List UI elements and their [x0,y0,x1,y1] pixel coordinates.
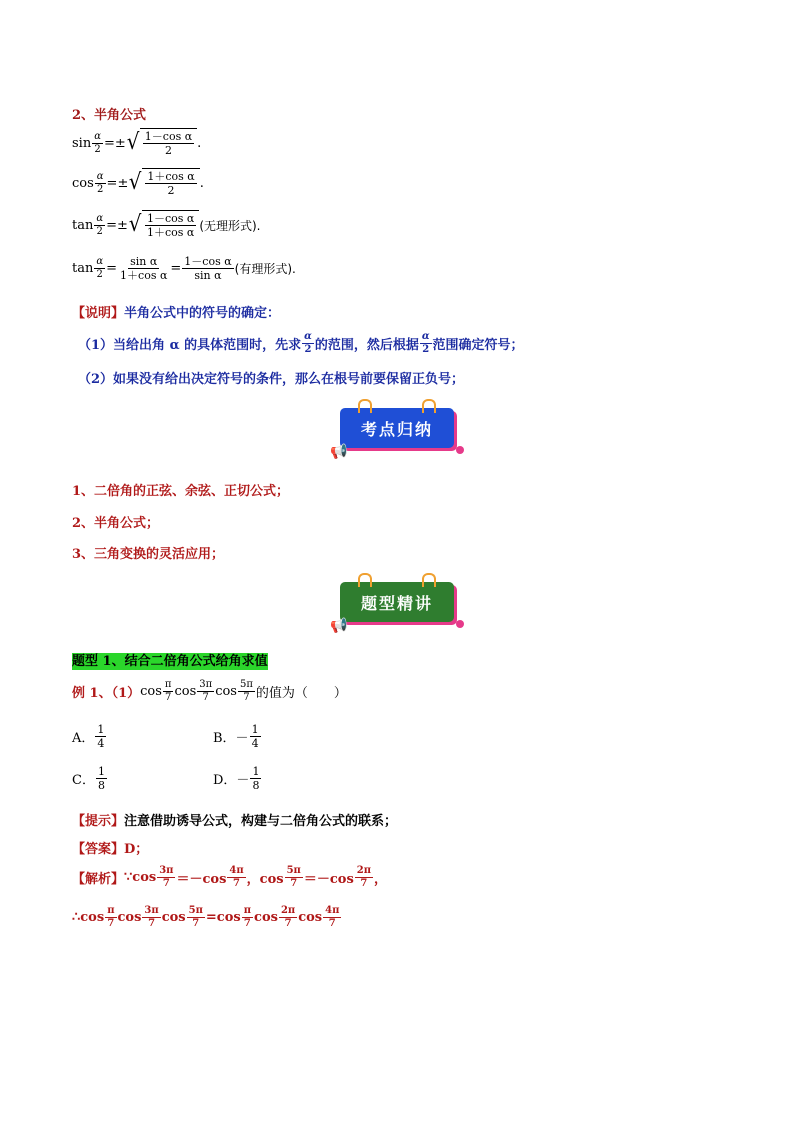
megaphone-icon: 📢 [330,444,350,460]
note-item-1: （1）当给出角 α 的具体范围时，先求 $\frac{\alpha}{2}$ 的范围，然后根据 $\frac{\alpha}{2}$ 范围确定符号； [78,331,524,355]
choice-D: D．－ $\frac{1}{8}$ [213,765,260,792]
kp-item-3: 3、三角变换的灵活应用； [72,547,225,562]
sin-label: sin [72,135,92,151]
topic-heading: 题型 1、结合二倍角公式给角求值 [72,654,268,669]
choice-C: C． $\frac{1}{8}$ [72,765,105,792]
example-1-question: 例 1、（1） cos $\frac{\pi}{7}$ cos $\frac{3\pi}{7}$ cos $\frac{5\pi}{7}$ 的值为（ ） [72,679,347,703]
formula-tan-half-rational: tan $\frac{\alpha}{2}$ = $\frac{\text{sin α}}{\text{1＋cos α}}$ = $\frac{\text{1－cos α}}{\text{sin α}}$ (有理形式). [72,255,296,282]
choice-B: B．－ $\frac{1}{4}$ [213,723,259,750]
tan-label: tan [72,217,94,233]
kp-item-2: 2、半角公式； [72,516,160,531]
banner-question-types: 题型精讲 📢 [340,582,454,622]
formula-sin-half: sin $\frac{\alpha}{2}$ =± √ $\frac{\text{1－cos α}}{2}$ . [72,130,202,157]
cos-label: cos [72,175,94,191]
analysis-line-1: 【解析】 ∵cos $\frac{3\pi}{7}$ ＝－cos $\frac{4\pi}{7}$ ，cos $\frac{5\pi}{7}$ ＝－cos $\frac{2\pi}{7}$ ， [72,865,388,889]
tan-irrational-note: (无理形式). [199,218,261,233]
kp-item-1: 1、二倍角的正弦、余弦、正切公式； [72,484,290,499]
megaphone-icon: 📢 [330,618,350,634]
choice-A: A． $\frac{1}{4}$ [72,723,105,750]
analysis-line-2: ∴cos $\frac{\pi}{7}$ cos $\frac{3\pi}{7}$ cos $\frac{5\pi}{7}$ = cos $\frac{\pi}{7}$ cos $\frac{2\pi}{7}$ cos $\frac{4\pi}{7}$ [72,905,340,929]
section-title-half-angle: 2、半角公式 [72,108,147,123]
answer: 【答案】D； [72,842,149,857]
hint: 【提示】注意借助诱导公式，构建与二倍角公式的联系； [72,814,398,829]
banner-key-points: 考点归纳 📢 [340,408,454,448]
note-item-2: （2）如果没有给出决定符号的条件，那么在根号前要保留正负号； [78,372,465,387]
formula-cos-half: cos $\frac{\alpha}{2}$ =± √ $\frac{\text{1＋cos α}}{2}$ . [72,170,204,197]
formula-tan-half-irrational: tan $\frac{\alpha}{2}$ =± √ $\frac{\text{1－cos α}}{\text{1＋cos α}}$ (无理形式). [72,212,261,239]
note-heading: 【说明】半角公式中的符号的确定： [72,306,281,321]
tan-rational-note: (有理形式). [234,262,296,276]
